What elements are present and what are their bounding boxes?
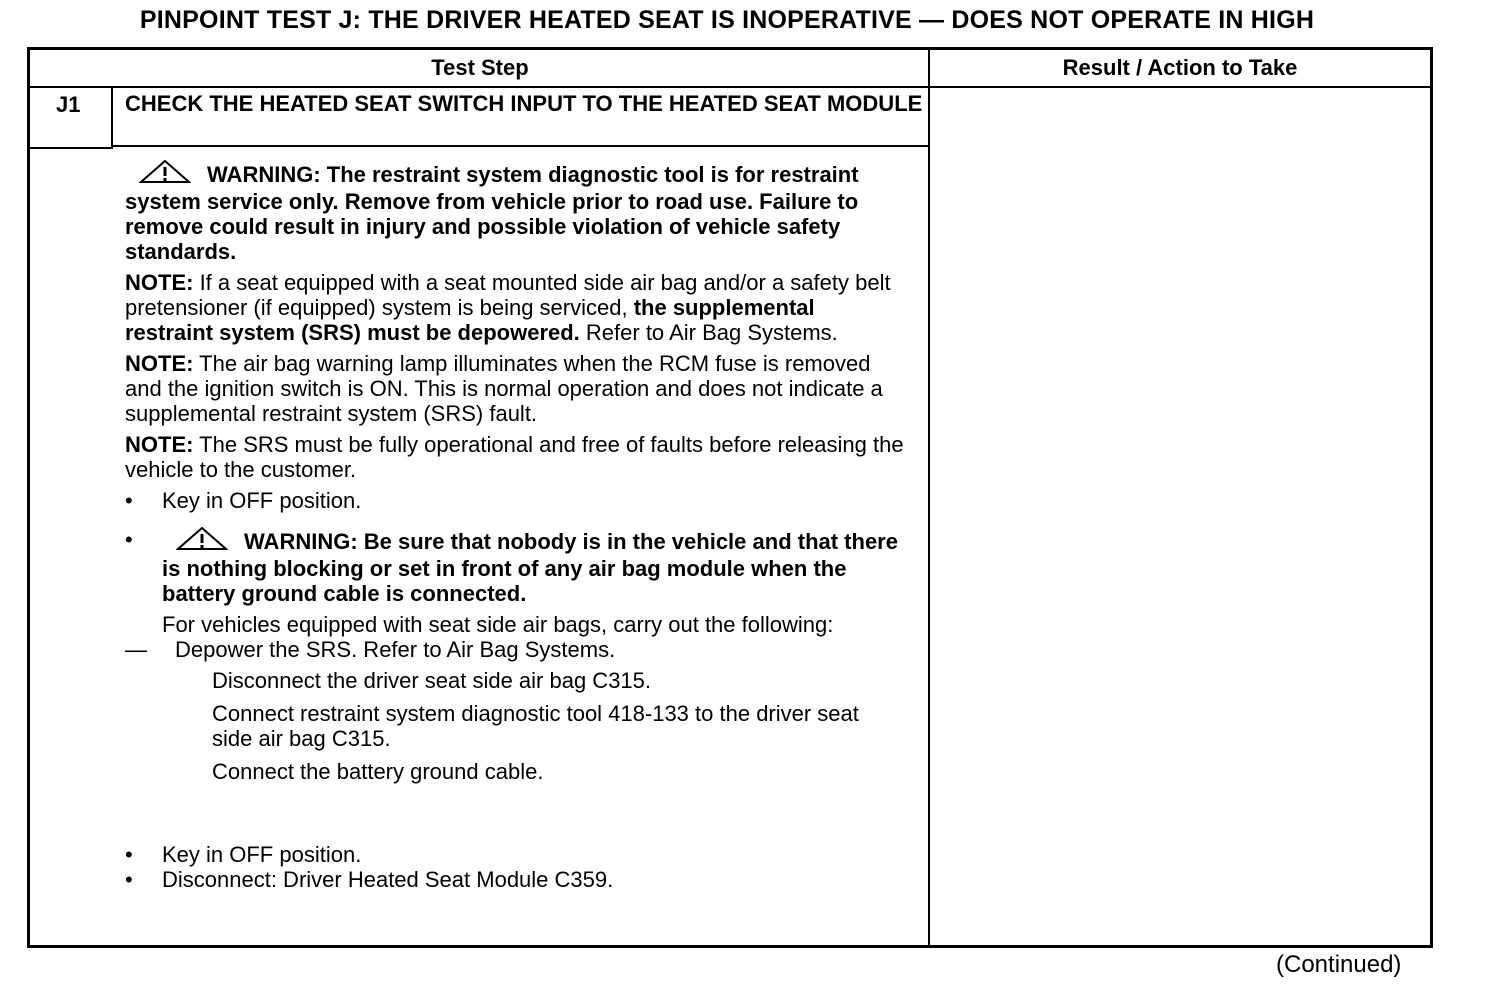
note-block-1 [125, 270, 905, 345]
table-header-row [30, 50, 1430, 88]
spacer [125, 792, 905, 842]
bullet-mark: • [125, 488, 133, 513]
bullet-text: Key in OFF position. [162, 842, 362, 867]
note-text-after: Refer to Air Bag Systems. [579, 320, 838, 345]
continued-label: (Continued) [1276, 951, 1402, 978]
warning-block-2 [162, 527, 905, 606]
sub-step: Disconnect the driver seat side air bag C315. [212, 668, 652, 693]
column-divider [928, 50, 930, 945]
header-test-step: Test Step [431, 55, 529, 80]
dash-text: Depower the SRS. Refer to Air Bag Systems. [175, 637, 616, 662]
bullet-mark: • [125, 527, 133, 552]
note-bold-text: the supplemental restraint system (SRS) must be depowered. [125, 295, 815, 345]
bullet-mark: • [125, 867, 133, 892]
warning-triangle-icon [176, 527, 228, 556]
note-label: NOTE: [125, 351, 194, 376]
header-result-action: Result / Action to Take [1062, 55, 1298, 80]
bullet-item [125, 488, 905, 513]
bullet-mark: • [125, 842, 133, 867]
equipped-text: For vehicles equipped with seat side air bags, carry out the following: [162, 612, 834, 637]
step-id: J1 [56, 92, 81, 117]
step-title: CHECK THE HEATED SEAT SWITCH INPUT TO THE HEATED SEAT MODULE [113, 88, 928, 147]
bullet-item [125, 842, 905, 867]
bullet-text: Disconnect: Driver Heated Seat Module C359. [162, 867, 614, 892]
warning-text-1: WARNING: The restraint system diagnostic tool is for restraint system service only. Remove from vehicle prior to road use. Failure to remove could result in injury and possible violation of vehicle safety standards. [125, 162, 859, 264]
bullet-text: Key in OFF position. [162, 488, 362, 513]
bullet-item-warning [125, 527, 905, 784]
note-text: If a seat equipped with a seat mounted side air bag and/or a safety belt pretensioner (if equipped) system is being serviced, [125, 270, 891, 320]
warning-triangle-icon [139, 160, 191, 189]
sub-step: Connect the battery ground cable. [212, 759, 544, 784]
warning-text-2: WARNING: Be sure that nobody is in the vehicle and that there is nothing blocking or set in front of any air bag module when the battery ground cable is connected. [162, 529, 898, 606]
dash-mark: — [125, 637, 147, 662]
note-label: NOTE: [125, 432, 194, 457]
bullet-item [125, 867, 905, 892]
warning-block-1 [125, 160, 905, 264]
note-block-2 [125, 351, 905, 426]
dash-item [125, 637, 905, 662]
page-title: PINPOINT TEST J: THE DRIVER HEATED SEAT IS INOPERATIVE — DOES NOT OPERATE IN HIGH [139, 6, 1315, 34]
pinpoint-test-table [27, 47, 1433, 948]
note-text: The SRS must be fully operational and free of faults before releasing the vehicle to the customer. [125, 432, 904, 482]
step-id-cell [30, 88, 113, 149]
step-content [125, 160, 905, 892]
note-text: The air bag warning lamp illuminates when the RCM fuse is removed and the ignition switch is ON. This is normal operation and does not indicate a supplemental restraint system (SRS) fault. [125, 351, 883, 426]
note-label: NOTE: [125, 270, 194, 295]
sub-step: Connect restraint system diagnostic tool 418-133 to the driver seat side air bag C315. [212, 701, 859, 751]
note-block-3 [125, 432, 905, 482]
